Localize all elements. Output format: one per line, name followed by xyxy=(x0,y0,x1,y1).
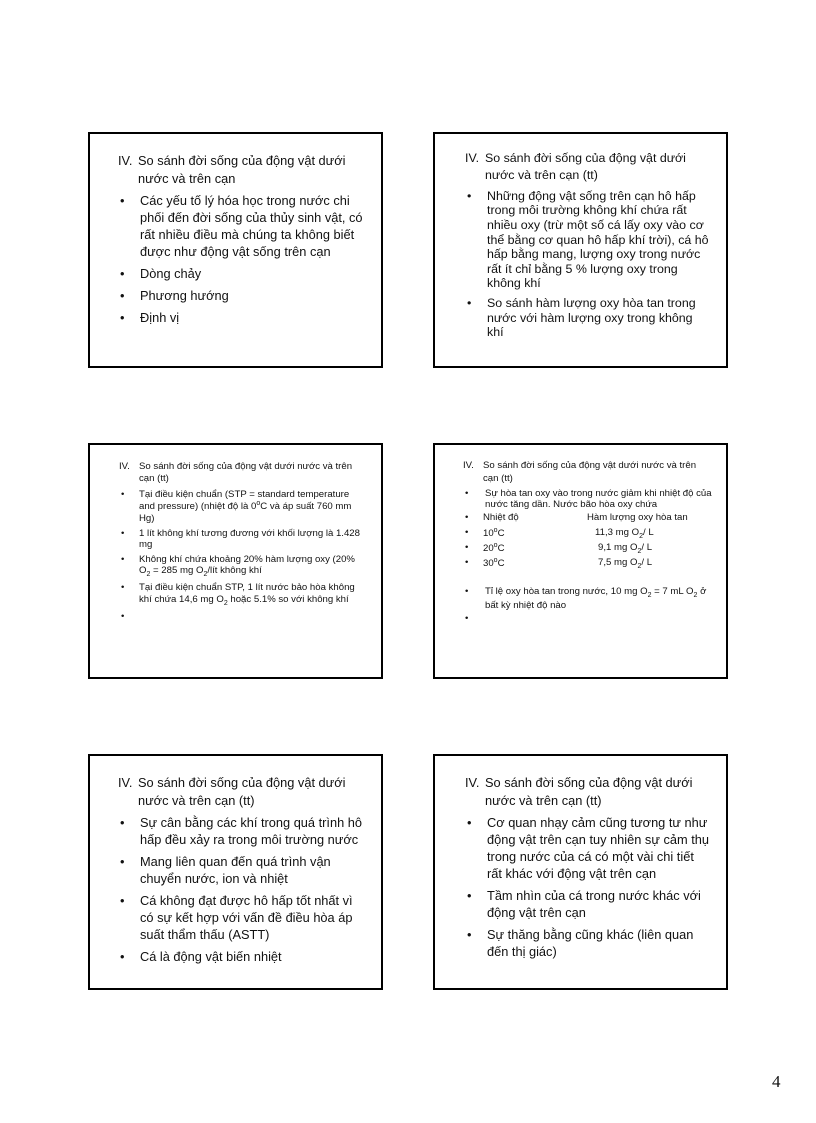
bullet-text: Tại điều kiện chuẩn STP, 1 lít nước bảo hòa không khí chứa 14,6 mg O xyxy=(139,582,355,605)
bullet: • xyxy=(465,526,469,538)
slide-1 xyxy=(88,132,383,368)
bullet-text: Tỉ lệ oxy hòa tan trong nước, 10 mg O xyxy=(485,585,648,597)
temperature-cell xyxy=(483,557,505,570)
bullet-text: Định vị xyxy=(140,309,180,325)
bullet: • xyxy=(121,553,125,565)
bullet-text: 1 lít không khí tương đương với khối lượng là 1.428 mg xyxy=(139,527,360,551)
title-text: So sánh đời sống của động vật dưới nước và trên cạn xyxy=(138,153,346,186)
bullet-text: Cá là động vật biến nhiệt xyxy=(140,948,282,964)
page-number: 4 xyxy=(772,1072,781,1091)
title-text: So sánh đời sống của động vật dưới nước và trên cạn (tt) xyxy=(139,461,353,484)
cell-text: / L xyxy=(641,556,653,568)
bullet: • xyxy=(467,926,472,942)
bullet: • xyxy=(465,612,469,624)
bullet-text: C và áp suất 760 mm Hg) xyxy=(139,501,352,525)
list-item xyxy=(119,528,361,551)
bullet-text: /lít không khí xyxy=(207,565,262,577)
bullet-text: = 285 mg O xyxy=(150,565,204,577)
bullet: • xyxy=(121,582,125,594)
bullet-text: Sự hòa tan oxy vào trong nước giảm khi nhiệt độ của nước tăng dần. Nước bão hòa oxy chứa xyxy=(485,487,712,511)
oxygen-cell xyxy=(598,557,652,571)
bullet: • xyxy=(465,541,469,553)
table-row xyxy=(463,557,712,572)
bullet-text: Các yếu tố lý hóa học trong nước chi phối đến đời sống của thủy sinh vật, có rất nhiều điều mà chúng ta không biết được như động vật sống trên cạn xyxy=(140,192,363,259)
subscript: 2 xyxy=(637,547,642,555)
bullet: • xyxy=(120,814,125,830)
bullet: • xyxy=(467,296,472,311)
list-item xyxy=(118,853,365,887)
bullet-text: = 7 mL O xyxy=(651,585,694,597)
bullet-text: hoặc 5.1% so với không khí xyxy=(227,593,349,605)
title-number: IV. xyxy=(465,775,480,790)
bullet: • xyxy=(120,853,125,869)
title-text: So sánh đời sống của động vật dưới nước và trên cạn (tt) xyxy=(483,460,697,485)
cell-text: 9,1 mg O xyxy=(598,541,638,553)
list-item xyxy=(463,488,712,511)
column-header: Nhiệt độ xyxy=(483,511,519,523)
bullet: • xyxy=(120,309,125,325)
oxygen-cell xyxy=(595,527,654,541)
list-item xyxy=(118,892,365,943)
bullet-text: Sự thăng bằng cũng khác (liên quan đến thị giác) xyxy=(487,926,694,959)
cell-text: C xyxy=(497,528,505,540)
oxygen-cell xyxy=(598,542,652,556)
bullet-text: ở bất kỳ nhiệt độ nào xyxy=(485,585,707,612)
list-item xyxy=(465,814,712,882)
slide-2 xyxy=(433,132,728,368)
superscript: o xyxy=(256,500,261,508)
slide-title xyxy=(119,461,361,485)
title-text: So sánh đời sống của động vật dưới nước và trên cạn (tt) xyxy=(485,775,693,808)
bullet-text: Dòng chảy xyxy=(140,265,202,281)
column-header: Hàm lượng oxy hòa tan xyxy=(587,511,688,523)
bullet-text: Không khí chứa khoảng 20% hàm lượng oxy (20% O xyxy=(139,553,355,577)
temperature-cell xyxy=(483,542,505,555)
list-item xyxy=(118,265,365,282)
cell-text: 7,5 mg O xyxy=(598,556,638,568)
slide-3 xyxy=(88,443,383,679)
bullet-text: Tầm nhìn của cá trong nước khác với động vật trên cạn xyxy=(487,887,701,920)
list-item xyxy=(118,814,365,848)
title-text: So sánh đời sống của động vật dưới nước và trên cạn (tt) xyxy=(485,151,686,183)
subscript: 2 xyxy=(203,571,208,579)
bullet-text: Những động vật sống trên cạn hô hấp trong môi trường không khí chứa rất nhiều oxy (trừ một số cá lấy oxy vào cơ thể bằng cơ quan hô hấp khí trời), cá hô hấp bằng mang, lượng oxy trong nước rất ít chỉ bằng 5 % lượng oxy trong không khí xyxy=(487,188,709,291)
list-item xyxy=(119,554,361,580)
bullet-text: Mang liên quan đến quá trình vận chuyển nước, ion và nhiệt xyxy=(140,853,331,886)
bullet: • xyxy=(120,265,125,281)
subscript: 2 xyxy=(693,591,698,599)
subscript: 2 xyxy=(146,571,151,579)
bullet-text: Phương hướng xyxy=(140,287,229,303)
temperature-cell xyxy=(483,527,505,540)
slide-title xyxy=(465,150,712,185)
cell-text: 20 xyxy=(483,543,494,555)
bullet: • xyxy=(467,188,472,203)
bullet-text: Sự cân bằng các khí trong quá trình hô hấp đều xảy ra trong môi trường nước xyxy=(140,814,362,847)
bullet-text: Cá không đạt được hô hấp tốt nhất vì có sự kết hợp với vấn đề điều hòa áp suất thẩm thấu (ASTT) xyxy=(140,892,353,942)
superscript: o xyxy=(493,526,498,534)
list-item xyxy=(118,287,365,304)
title-number: IV. xyxy=(119,461,130,472)
slide-title xyxy=(463,459,712,486)
subscript: 2 xyxy=(647,591,652,599)
superscript: o xyxy=(493,556,498,564)
list-item xyxy=(465,296,712,340)
cell-text: / L xyxy=(641,541,653,553)
bullet: • xyxy=(120,948,125,964)
list-item xyxy=(118,948,365,965)
subscript: 2 xyxy=(639,532,643,540)
bullet: • xyxy=(120,192,125,208)
list-item xyxy=(118,309,365,326)
bullet: • xyxy=(121,527,125,539)
subscript: 2 xyxy=(637,562,642,570)
table-row xyxy=(463,542,712,557)
slide-6 xyxy=(433,754,728,990)
bullet-text: Cơ quan nhạy cảm cũng tương tư như động vật trên cạn tuy nhiên sự cảm thụ trong nước của cá có một vài chi tiết rất khác với động vật trên cạn xyxy=(487,814,709,881)
bullet-text: So sánh hàm lượng oxy hòa tan trong nước với hàm lượng oxy trong không khí xyxy=(487,296,696,340)
slide-title xyxy=(118,152,365,188)
title-number: IV. xyxy=(118,775,133,790)
slide-title xyxy=(118,774,365,810)
title-number: IV. xyxy=(463,460,474,471)
title-text: So sánh đời sống của động vật dưới nước và trên cạn (tt) xyxy=(138,775,346,808)
title-number: IV. xyxy=(118,153,133,168)
bullet: • xyxy=(121,488,125,500)
cell-text: 10 xyxy=(483,528,494,540)
bullet: • xyxy=(465,511,469,523)
bullet: • xyxy=(120,287,125,303)
cell-text: 30 xyxy=(483,558,494,570)
bullet: • xyxy=(465,556,469,568)
subscript: 2 xyxy=(223,599,228,607)
cell-text: C xyxy=(497,543,505,555)
bullet-text: Tại điều kiện chuẩn (STP = standard temperature and pressure) (nhiệt độ là 0 xyxy=(139,488,350,513)
bullet: • xyxy=(465,585,469,597)
table-header-row xyxy=(463,512,712,527)
cell-text: 11,3 mg O xyxy=(595,526,640,538)
bullet: • xyxy=(465,487,469,499)
superscript: o xyxy=(493,541,498,549)
bullet: • xyxy=(467,814,472,830)
list-item xyxy=(465,887,712,921)
list-item xyxy=(118,192,365,260)
table-row xyxy=(463,527,712,542)
list-item xyxy=(465,926,712,960)
cell-text: C xyxy=(497,558,505,570)
slide-4 xyxy=(433,443,728,679)
list-item xyxy=(465,189,712,291)
bullet: • xyxy=(120,892,125,908)
slide-title xyxy=(465,774,712,810)
bullet: • xyxy=(467,887,472,903)
list-item xyxy=(119,489,361,525)
title-number: IV. xyxy=(465,151,480,165)
list-item xyxy=(463,586,712,612)
bullet: • xyxy=(121,611,125,623)
slide-5 xyxy=(88,754,383,990)
list-item xyxy=(119,582,361,608)
cell-text: / L xyxy=(643,526,654,538)
